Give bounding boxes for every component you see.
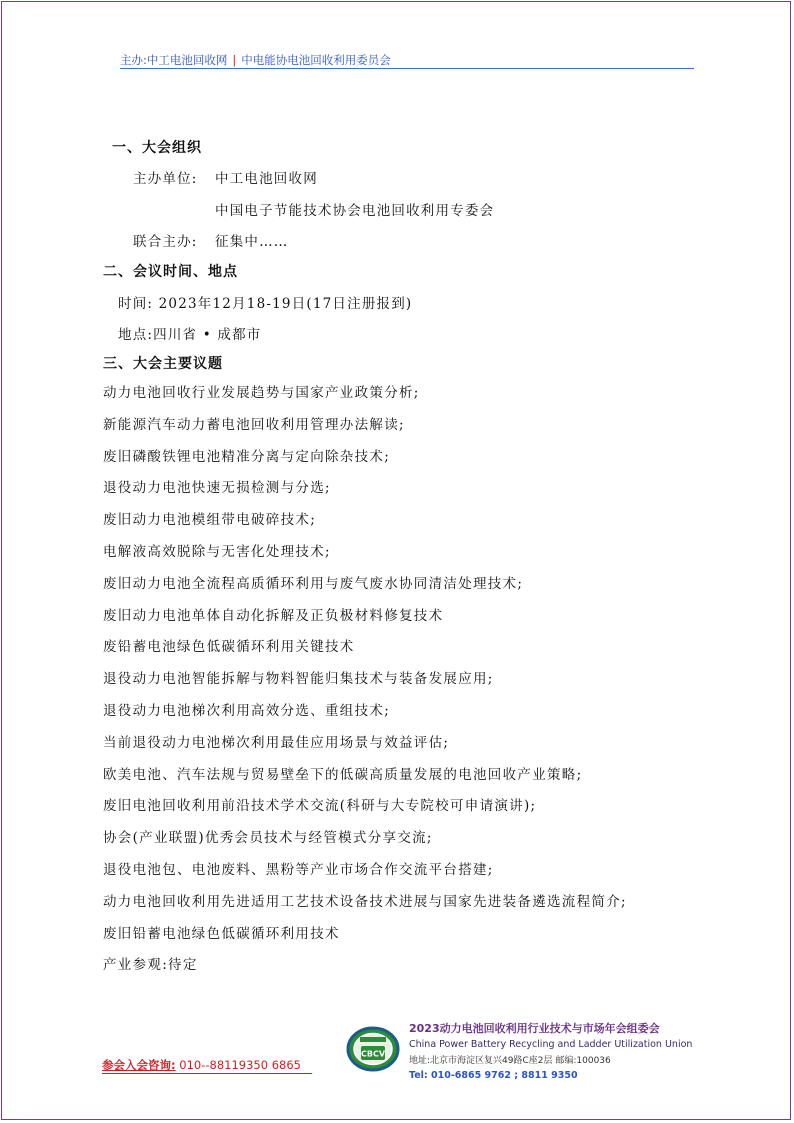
topic-item: 欧美电池、汽车法规与贸易壁垒下的低碳高质量发展的电池回收产业策略;	[103, 766, 583, 783]
topic-item: 退役动力电池梯次利用高效分选、重组技术;	[103, 702, 391, 719]
topic-item: 废旧动力电池单体自动化拆解及正负极材料修复技术	[103, 607, 444, 624]
section-heading-time-place: 二、会议时间、地点	[103, 264, 238, 280]
topic-item: 退役电池包、电池废料、黑粉等产业市场合作交流平台搭建;	[103, 861, 494, 878]
topic-item: 动力电池回收利用先进适用工艺技术设备技术进展与国家先进装备遴选流程简介;	[103, 893, 627, 910]
topic-item: 废旧动力电池模组带电破碎技术;	[103, 512, 317, 529]
topic-item: 当前退役动力电池梯次利用最佳应用场景与效益评估;	[103, 734, 450, 751]
header-committee: 中电能协电池回收利用委员会	[241, 53, 391, 67]
section-heading-topics: 三、大会主要议题	[103, 356, 223, 372]
meeting-time: 时间: 2023年12月18-19日(17日注册报到)	[118, 296, 413, 312]
page-header	[120, 53, 694, 69]
cohost-value: 征集中……	[215, 234, 289, 250]
topic-item: 废旧磷酸铁锂电池精准分离与定向除杂技术;	[103, 448, 391, 465]
header-separator: |	[232, 53, 237, 67]
topic-item: 新能源汽车动力蓄电池回收利用管理办法解读;	[103, 416, 405, 433]
organizer-name-en: China Power Battery Recycling and Ladder Utilization Union	[409, 1039, 693, 1050]
union-logo-icon	[346, 1026, 400, 1072]
contact-phone: 010--88119350 6865	[179, 1058, 301, 1072]
organizer-address: 地址:北京市海淀区复兴49路C座2层 邮编:100036	[409, 1056, 611, 1066]
topic-list	[103, 383, 627, 987]
topic-item: 废旧电池回收利用前沿技术学术交流(科研与大专院校可申请演讲);	[103, 798, 537, 815]
cohost-label: 联合主办:	[133, 234, 198, 250]
contact-label: 参会入会咨询:	[102, 1058, 176, 1072]
topic-item: 电解液高效脱除与无害化处理技术;	[103, 543, 331, 560]
host-label: 主办单位:	[133, 171, 198, 187]
organizer-telephone: Tel: 010-6865 9762 ; 8811 9350	[409, 1070, 578, 1081]
topic-item: 退役动力电池智能拆解与物料智能归集技术与装备发展应用;	[103, 671, 494, 688]
topic-item: 动力电池回收行业发展趋势与国家产业政策分析;	[103, 385, 420, 401]
meeting-place: 地点:四川省 • 成都市	[118, 327, 262, 343]
host-value-2: 中国电子节能技术协会电池回收利用专委会	[215, 203, 495, 219]
organizing-committee-block	[409, 1020, 692, 1081]
header-organizer: 主办:中工电池回收网	[120, 53, 228, 67]
contact-line	[102, 1057, 312, 1074]
topic-item: 废铅蓄电池绿色低碳循环利用关键技术	[103, 639, 355, 656]
topic-item: 废旧动力电池全流程高质循环利用与废气废水协同清洁处理技术;	[103, 575, 524, 592]
industry-visit: 产业参观:待定	[103, 957, 198, 974]
topic-item: 协会(产业联盟)优秀会员技术与经管模式分享交流;	[103, 830, 433, 847]
topic-item: 废旧铅蓄电池绿色低碳循环利用技术	[103, 925, 340, 942]
section-heading-organization: 一、大会组织	[112, 140, 202, 156]
logo-text: CBCV	[360, 1049, 386, 1059]
host-value-1: 中工电池回收网	[215, 171, 318, 187]
topic-item: 退役动力电池快速无损检测与分选;	[103, 480, 331, 497]
organizer-name: 2023动力电池回收利用行业技术与市场年会组委会	[409, 1022, 660, 1035]
